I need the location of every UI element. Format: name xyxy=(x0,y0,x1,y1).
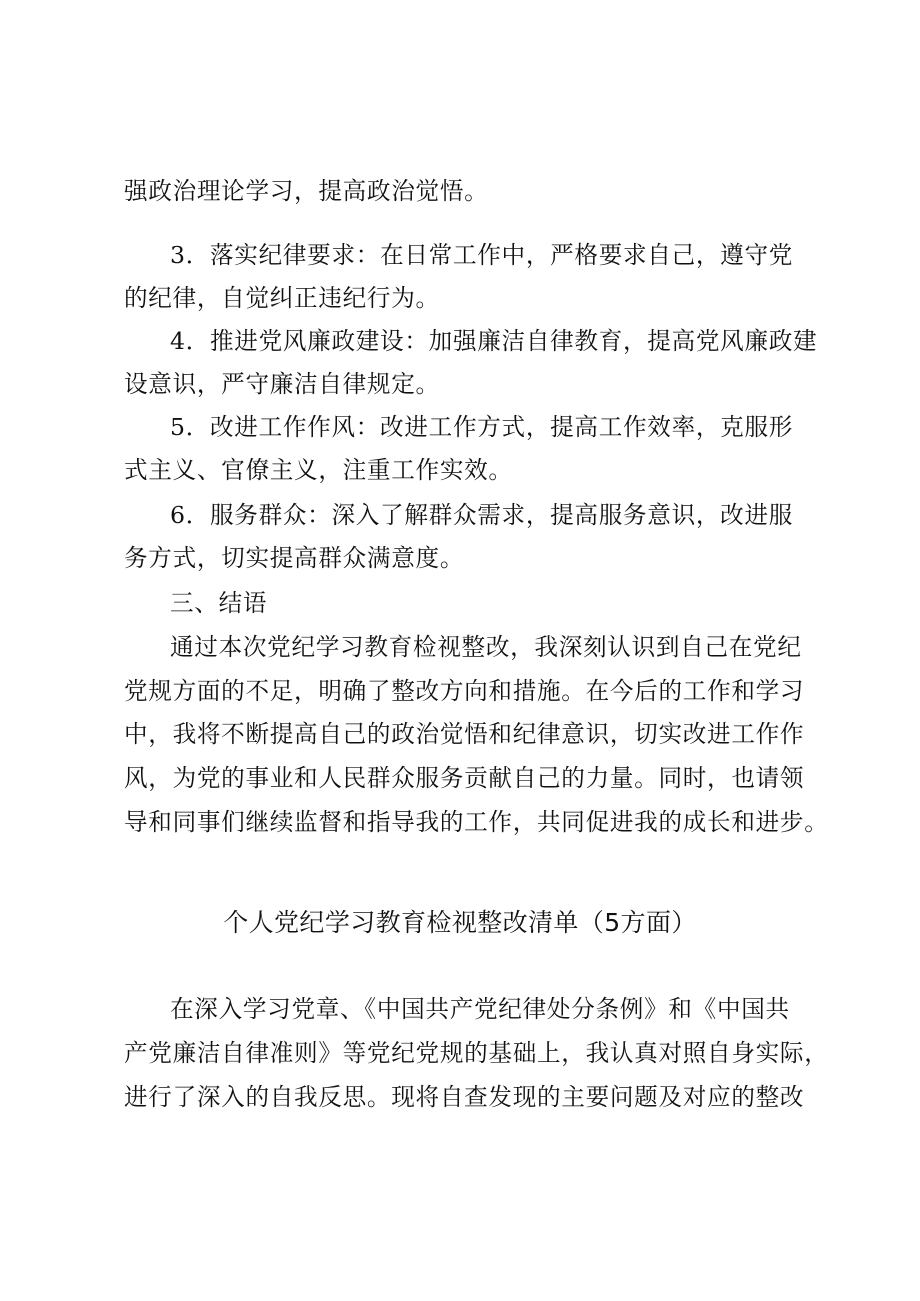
measure-4-line-1: 4．推进党风廉政建设：加强廉洁自律教育，提高党风廉政建 xyxy=(170,327,818,355)
measure-6-line-1: 6．服务群众：深入了解群众需求，提高服务意识，改进服 xyxy=(170,501,794,529)
continuation-line: 强政治理论学习，提高政治觉悟。 xyxy=(124,177,489,205)
intro-line-1: 在深入学习党章、《中国共产党纪律处分条例》和《中国共 xyxy=(170,995,790,1023)
measure-3-line-1: 3．落实纪律要求：在日常工作中，严格要求自己，遵守党 xyxy=(170,241,794,269)
document-title: 个人党纪学习教育检视整改清单（5方面） xyxy=(223,908,697,937)
conclusion-line-3: 中，我将不断提高自己的政治觉悟和纪律意识，切实改进工作作 xyxy=(124,720,805,748)
measure-5-line-2: 式主义、官僚主义，注重工作实效。 xyxy=(124,456,513,484)
measure-5-line-1: 5．改进工作作风：改进工作方式，提高工作效率，克服形 xyxy=(170,413,794,441)
intro-line-2: 产党廉洁自律准则》等党纪党规的基础上，我认真对照自身实际， xyxy=(124,1039,829,1067)
conclusion-line-1: 通过本次党纪学习教育检视整改，我深刻认识到自己在党纪 xyxy=(170,633,802,661)
measure-3-line-2: 的纪律，自觉纠正违纪行为。 xyxy=(124,284,440,312)
measure-4-line-2: 设意识，严守廉洁自律规定。 xyxy=(124,370,440,398)
conclusion-line-4: 风，为党的事业和人民群众服务贡献自己的力量。同时，也请领 xyxy=(124,764,805,792)
measure-6-line-2: 务方式，切实提高群众满意度。 xyxy=(124,544,465,572)
conclusion-heading: 三、结语 xyxy=(170,589,268,617)
intro-line-3: 进行了深入的自我反思。现将自查发现的主要问题及对应的整改 xyxy=(124,1083,805,1111)
conclusion-line-2: 党规方面的不足，明确了整改方向和措施。在今后的工作和学习 xyxy=(124,677,805,705)
conclusion-line-5: 导和同事们继续监督和指导我的工作，共同促进我的成长和进步。 xyxy=(124,808,829,836)
